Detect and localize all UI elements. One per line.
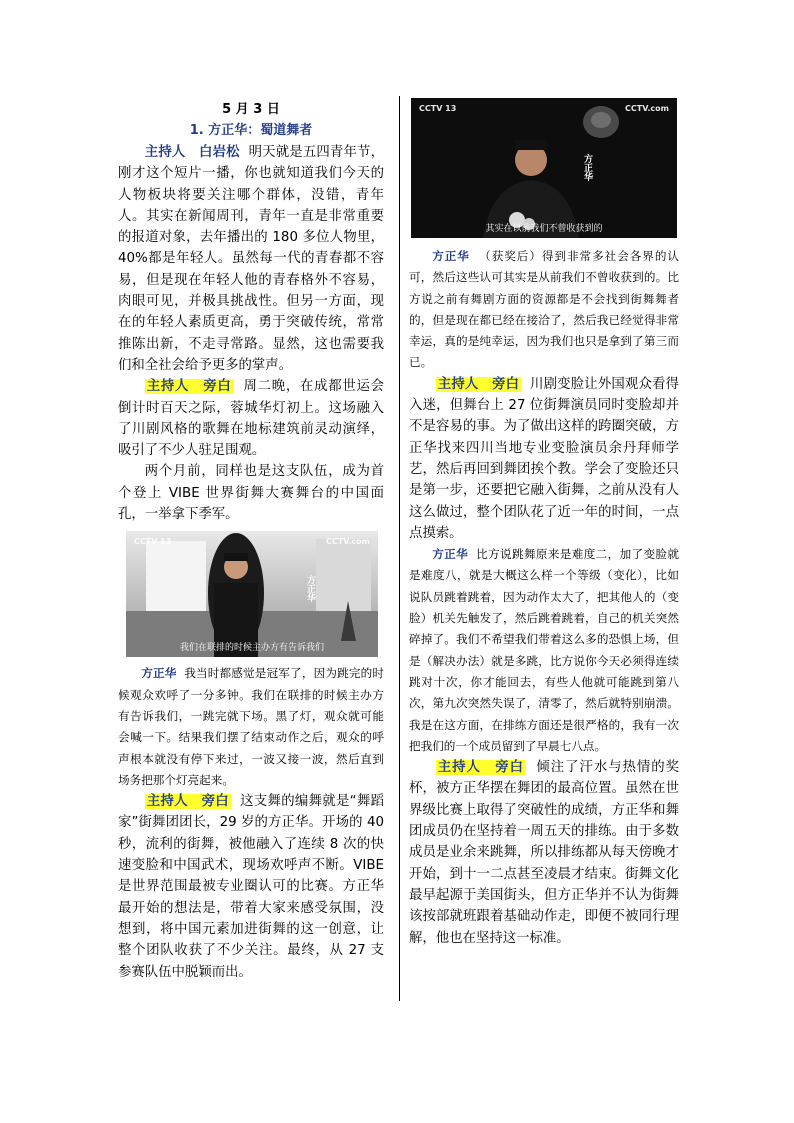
highlight-tag: 主持人 旁白 xyxy=(146,794,229,810)
paragraph-text: 比方说跳舞原来是难度二，加了变脸就是难度八，就是大概这么样一个等级（变化），比如说队员跳着跳着，因为动作太大了，把其他人的（变脸）机关先触发了，然后跳着跳着，自己的机关突然碎掉了。我们不希望我们带着这么多的恐惧上场，但是（解决办法）就是多跳，比方说你今天必须得连续跳对十次，你才能回去，有些人他就可能跳到第八次，第九次突然失误了，清零了，然后就特别崩溃。我是在这方面，在排练方面还是很严格的，我有一次把我们的一个成员留到了早晨七八点。 xyxy=(409,547,679,753)
speaker-label: 方正华 xyxy=(432,547,469,562)
paragraph-text: 倾注了汗水与热情的奖杯，被方正华摆在舞团的最高位置。虽然在世界级比赛上取得了突破性的成绩，方正华和舞团成员仍在坚持着一周五天的排练。由于多数成员是业余来跳舞，所以排练都从每天傍晚才开始，到十一二点甚至凌晨才结束。街舞文化最早起源于美国街头，但方正华并不认为街舞该按部就班跟着基础动作走，即便不被同行理解，他也在坚持这一标准。 xyxy=(409,760,680,946)
website-logo: CCTV.com xyxy=(326,537,370,547)
paragraph-narration-3 xyxy=(118,791,384,983)
paragraph-narration-4 xyxy=(409,374,679,544)
paragraph-narration-5 xyxy=(409,757,679,949)
highlight-tag: 主持人 旁白 xyxy=(437,376,520,392)
article-title: 1. 方正华：蜀道舞者 xyxy=(189,123,313,138)
interview-photo-2 xyxy=(411,98,677,238)
right-column xyxy=(409,96,679,949)
photo-scene xyxy=(126,531,378,657)
paragraph-text: 明天就是五四青年节，刚才这个短片一播，你也就知道我们今天的人物板块将要关注哪个群体，没错，青年人。其实在新闻周刊，青年一直是非常重要的报道对象，去年播出的 180 多位人物里，40%都是年轻人。虽然每一代的青春都不容易，但是现在年轻人他的青春格外不容易，肉眼可见，并极具挑战性。但另一方面，现在的年轻人素质更高，勇于突破传统，常常推陈出新，不走寻常路。显然，这也需要我们和全社会给予更多的掌声。 xyxy=(118,145,385,373)
paragraph-quote-1 xyxy=(118,663,384,791)
channel-logo: CCTV 13 xyxy=(419,104,457,113)
paragraph-text: 这支舞的编舞就是“舞蹈家”街舞团团长，29 岁的方正华。开场的 40 秒，流利的街舞，被他融入了连续 8 次的快速变脸和中国武术，现场欢呼声不断。VIBE 是世界范围最被专业圈认可的比赛。方正华最开始的想法是，带着大家来感受氛围，没想到，将中国元素加进街舞的这一创意，让整个团队收获了不少关注。最终，从 27 支参赛队伍中脱颖而出。 xyxy=(118,794,385,980)
paragraph-text: 川剧变脸让外国观众看得入迷，但舞台上 27 位街舞演员同时变脸却并不是容易的事。为了做出这样的跨圈突破，方正华找来四川当地专业变脸演员余丹拜师学艺，然后再回到舞团挨个教。学会了变脸还只是第一步，还要把它融入街舞，之前从没有人这么做过，整个团队花了近一年的时间，一点点摸索。 xyxy=(409,376,680,541)
highlight-tag: 主持人 旁白 xyxy=(146,379,232,395)
interview-photo-1 xyxy=(126,531,378,657)
highlight-tag: 主持人 旁白 xyxy=(437,760,524,776)
speaker-label: 方正华 xyxy=(141,666,177,681)
paragraph-text: 周二晚，在成都世运会倒计时百天之际，蓉城华灯初上。这场融入了川剧风格的歌舞在地标建筑前灵动演绎，吸引了不少人驻足围观。 xyxy=(118,379,385,459)
left-column xyxy=(118,96,384,983)
paragraph-text: （获奖后）得到非常多社会各界的认可，然后这些认可其实是从前我们不曾收获到的。比方说之前有舞剧方面的资源都是不会找到街舞舞者的，但是现在都已经在接洽了，然后我已经觉得非常幸运，真的是纯幸运，因为我们也只是拿到了第三而已。 xyxy=(409,249,679,370)
paragraph-quote-2 xyxy=(409,246,679,374)
name-tag: 方正华 xyxy=(582,154,592,181)
photo-scene xyxy=(411,98,677,238)
column-divider xyxy=(399,96,400,1001)
speaker-label: 主持人 白岩松 xyxy=(144,145,240,160)
speaker-label: 方正华 xyxy=(432,249,470,263)
photo-caption: 其实在以前我们不曾收获到的 xyxy=(485,224,603,234)
name-tag: 方正华 xyxy=(305,575,315,603)
page-date: 5 月 3 日 xyxy=(222,102,280,117)
photo-caption: 我们在联排的时候主办方有告诉我们 xyxy=(179,643,324,654)
paragraph-narration-1 xyxy=(118,376,384,461)
channel-logo: CCTV 13 xyxy=(134,537,172,547)
website-logo: CCTV.com xyxy=(625,104,669,113)
paragraph-host-intro xyxy=(118,142,384,376)
paragraph-narration-2: 两个月前，同样也是这支队伍，成为首个登上 VIBE 世界街舞大赛舞台的中国面孔，一举拿下季军。 xyxy=(118,464,384,523)
paragraph-text: 我当时都感觉是冠军了，因为跳完的时候观众欢呼了一分多钟。我们在联排的时候主办方有告诉我们，一跳完就下场。黑了灯，观众就可能会喊一下。结果我们摆了结束动作之后，观众的呼声根本就没有停下来过，一波又接一波，然后直到场务把那个灯亮起来。 xyxy=(118,666,384,787)
paragraph-quote-3 xyxy=(409,544,679,757)
